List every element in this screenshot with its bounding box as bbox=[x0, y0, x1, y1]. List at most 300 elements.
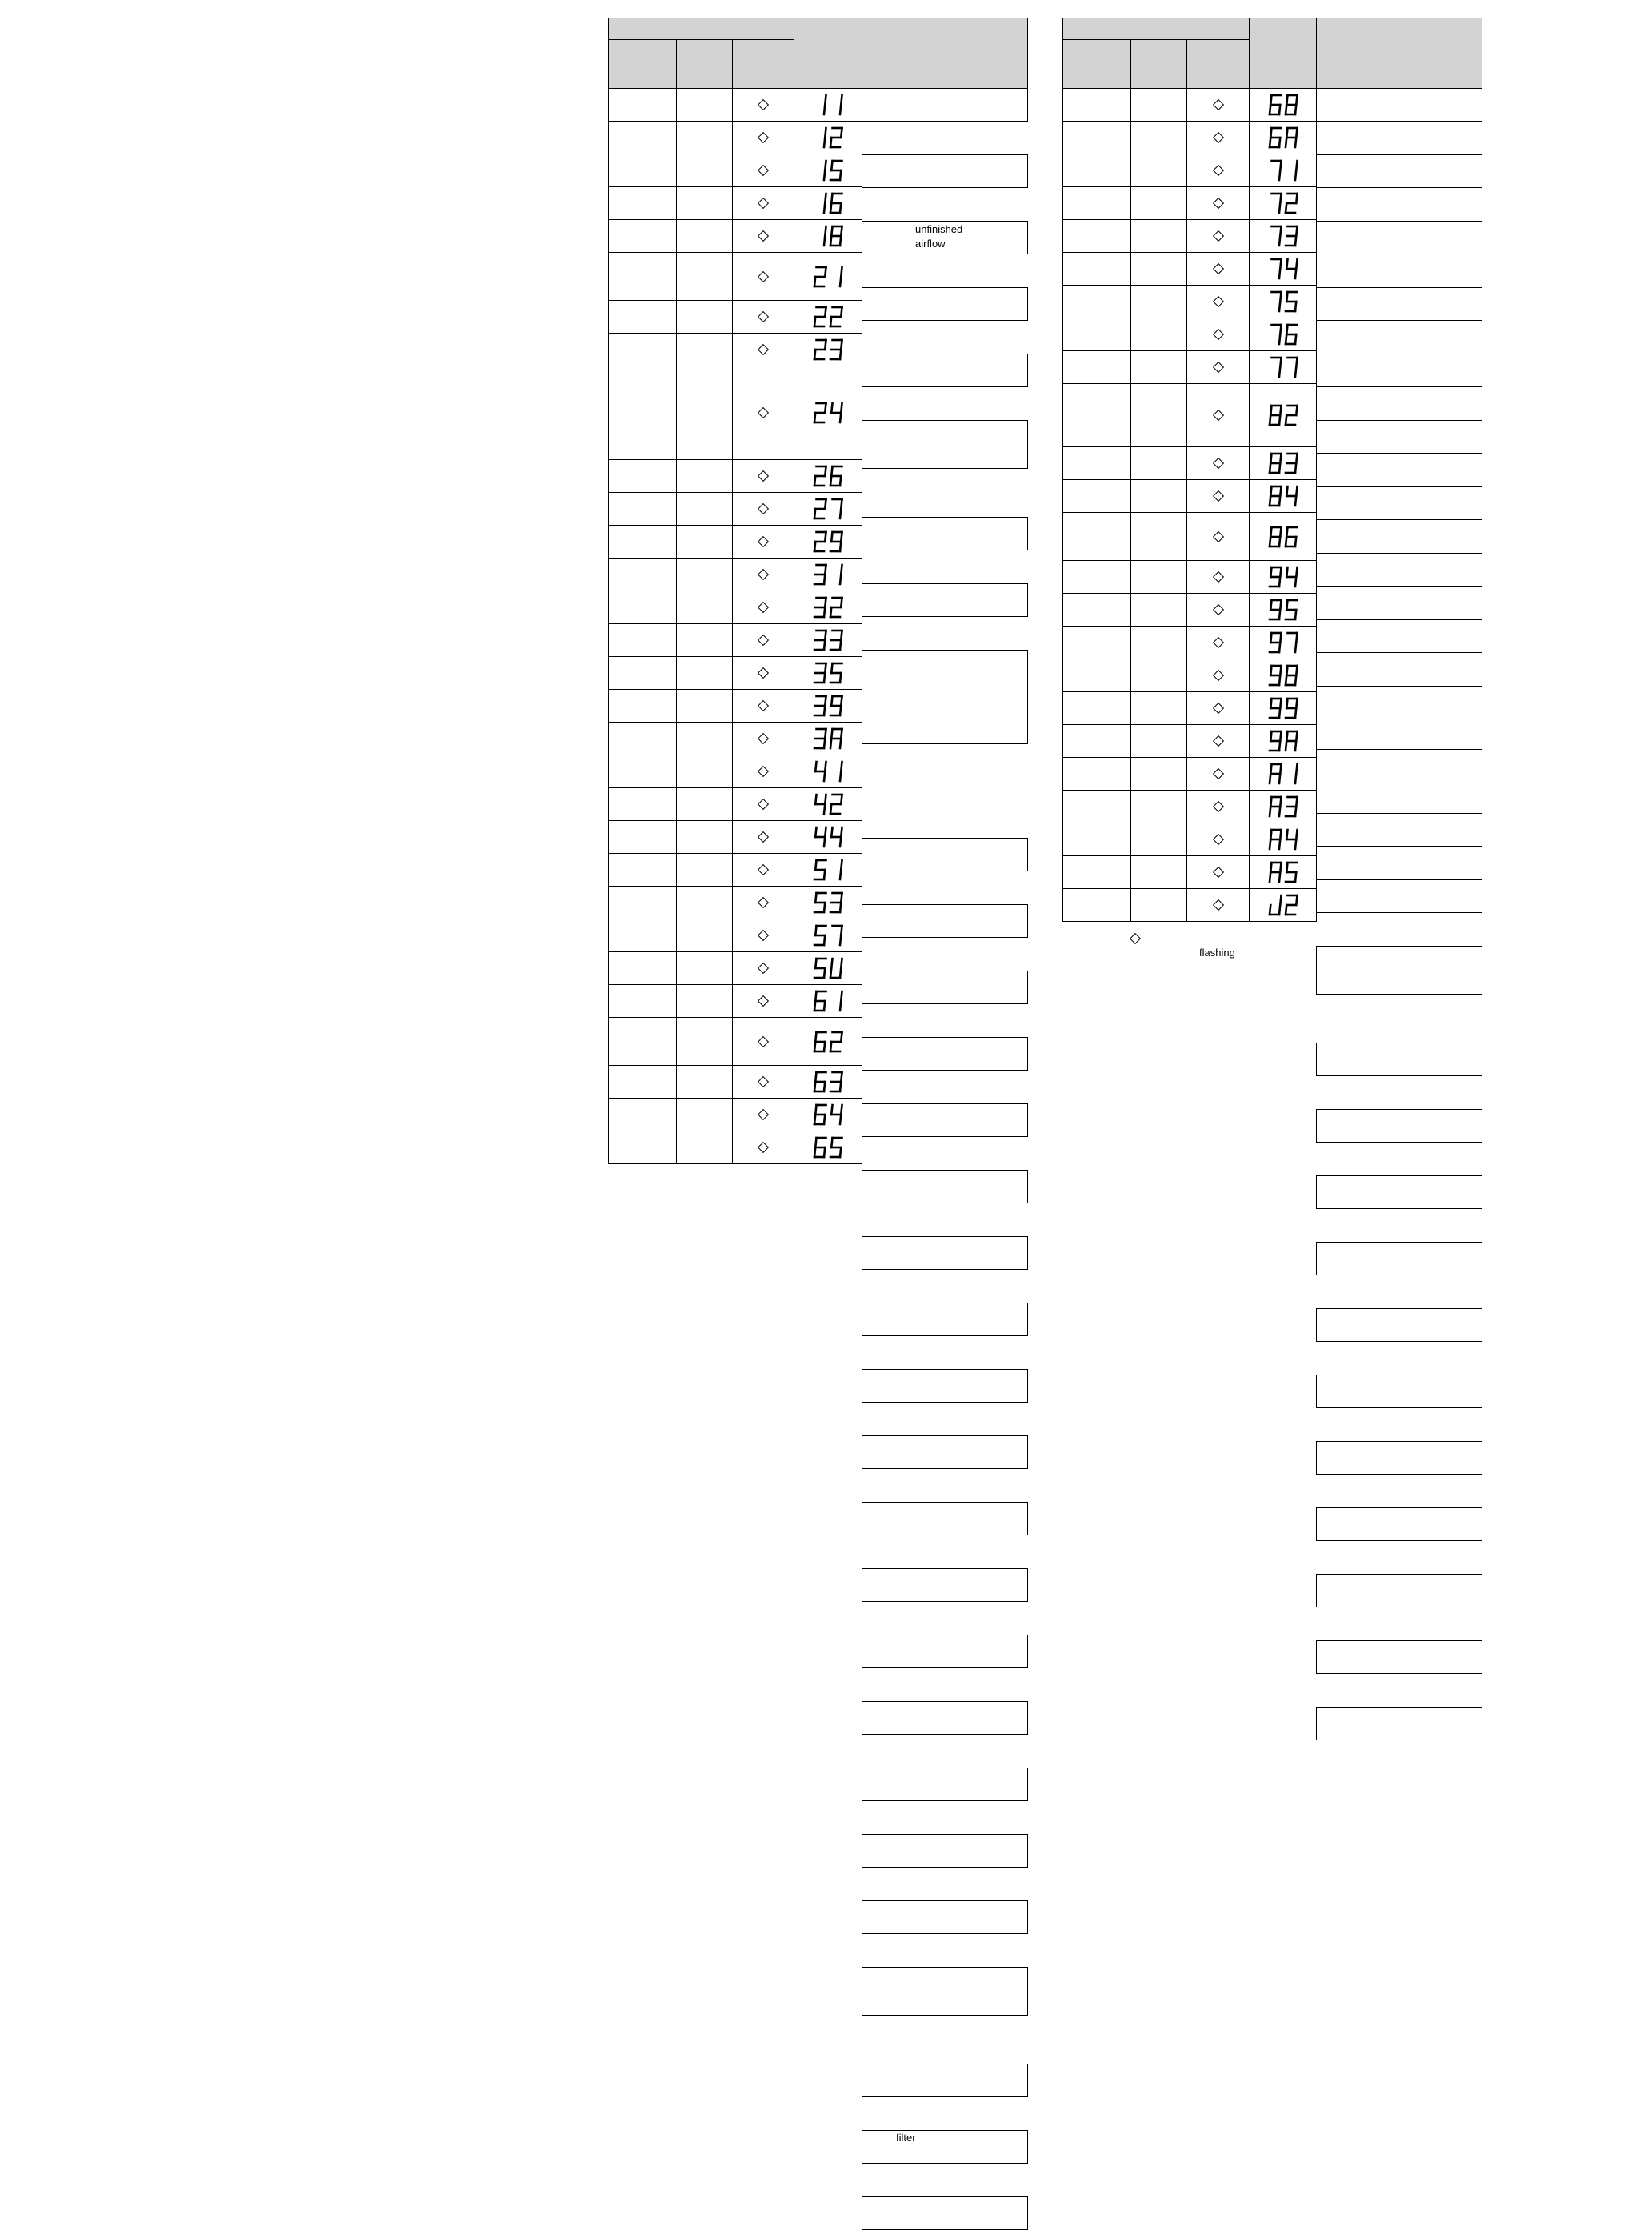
description-cell bbox=[862, 88, 1028, 122]
flash-indicator-cell bbox=[732, 492, 794, 526]
description-cell bbox=[1316, 154, 1482, 188]
diamond-icon bbox=[758, 503, 769, 514]
description-cell bbox=[862, 1170, 1028, 1203]
error-code-cell bbox=[1249, 888, 1317, 922]
seven-segment-code-icon bbox=[1267, 894, 1299, 916]
table-cell bbox=[676, 1131, 733, 1164]
flash-indicator-cell bbox=[732, 984, 794, 1018]
seven-segment-code-icon bbox=[812, 530, 844, 553]
seven-segment-code-icon bbox=[812, 596, 844, 619]
table-cell bbox=[676, 121, 733, 154]
seven-segment-code-icon bbox=[812, 727, 844, 750]
diamond-icon bbox=[758, 311, 769, 322]
diamond-icon bbox=[1212, 530, 1223, 542]
table-cell bbox=[676, 154, 733, 187]
error-code-cell bbox=[794, 300, 862, 334]
diamond-icon bbox=[1212, 296, 1223, 307]
table-cell bbox=[1062, 479, 1131, 513]
flash-indicator-cell bbox=[1186, 855, 1250, 889]
header-sub-cell bbox=[676, 39, 733, 89]
error-code-cell bbox=[794, 219, 862, 253]
description-cell bbox=[862, 1369, 1028, 1403]
diamond-icon bbox=[758, 733, 769, 744]
flash-indicator-cell bbox=[1186, 659, 1250, 692]
flash-indicator-cell bbox=[1186, 154, 1250, 187]
table-cell bbox=[1130, 350, 1187, 384]
table-cell bbox=[608, 333, 677, 366]
diamond-icon bbox=[758, 1035, 769, 1047]
header-sub-cell bbox=[1186, 39, 1250, 89]
error-code-cell bbox=[794, 656, 862, 690]
flash-indicator-cell bbox=[732, 623, 794, 657]
table-cell bbox=[1062, 88, 1131, 122]
table-cell bbox=[1062, 219, 1131, 253]
description-cell bbox=[1316, 1707, 1482, 1740]
error-code-cell bbox=[794, 623, 862, 657]
seven-segment-code-icon bbox=[1267, 664, 1299, 687]
table-cell bbox=[1130, 446, 1187, 480]
description-cell bbox=[1316, 1043, 1482, 1076]
table-cell bbox=[608, 1017, 677, 1066]
seven-segment-code-icon bbox=[812, 402, 844, 424]
error-code-cell bbox=[794, 722, 862, 755]
header-description-cell bbox=[1316, 18, 1482, 89]
flash-indicator-cell bbox=[732, 88, 794, 122]
header-description-cell bbox=[862, 18, 1028, 89]
seven-segment-code-icon bbox=[1267, 730, 1299, 752]
table-cell bbox=[676, 591, 733, 624]
error-code-cell bbox=[1249, 88, 1317, 122]
seven-segment-code-icon bbox=[812, 465, 844, 487]
table-cell bbox=[1130, 121, 1187, 154]
seven-segment-code-icon bbox=[812, 1103, 844, 1126]
flash-indicator-cell bbox=[732, 689, 794, 723]
diamond-icon bbox=[758, 995, 769, 1007]
table-cell bbox=[608, 219, 677, 253]
table-cell bbox=[608, 886, 677, 919]
seven-segment-code-icon bbox=[1267, 404, 1299, 426]
table-cell bbox=[1130, 252, 1187, 286]
description-cell bbox=[1316, 486, 1482, 520]
flash-indicator-cell bbox=[1186, 790, 1250, 823]
table-cell bbox=[1062, 823, 1131, 856]
diamond-icon bbox=[758, 831, 769, 843]
table-cell bbox=[608, 656, 677, 690]
table-cell bbox=[608, 689, 677, 723]
table-cell bbox=[1130, 823, 1187, 856]
table-cell bbox=[676, 459, 733, 493]
error-code-cell bbox=[1249, 121, 1317, 154]
flash-indicator-cell bbox=[732, 121, 794, 154]
description-cell bbox=[1316, 1242, 1482, 1275]
seven-segment-code-icon bbox=[812, 760, 844, 783]
table-cell bbox=[1062, 512, 1131, 561]
seven-segment-code-icon bbox=[1267, 566, 1299, 588]
table-cell bbox=[676, 951, 733, 985]
description-cell bbox=[862, 354, 1028, 387]
description-cell bbox=[862, 1768, 1028, 1801]
seven-segment-code-icon bbox=[812, 990, 844, 1012]
flash-indicator-cell bbox=[1186, 479, 1250, 513]
error-code-cell bbox=[794, 459, 862, 493]
diamond-icon bbox=[758, 667, 769, 679]
seven-segment-code-icon bbox=[1267, 526, 1299, 548]
table-cell bbox=[1062, 285, 1131, 318]
header-code-cell bbox=[1249, 18, 1317, 89]
error-code-cell bbox=[1249, 154, 1317, 187]
error-code-cell bbox=[794, 1017, 862, 1066]
seven-segment-code-icon bbox=[812, 662, 844, 684]
flash-indicator-cell bbox=[732, 755, 794, 788]
diamond-icon bbox=[758, 864, 769, 875]
table-cell bbox=[1062, 724, 1131, 758]
error-code-table-right bbox=[0, 0, 166, 852]
description-cell bbox=[862, 1967, 1028, 2016]
error-code-cell bbox=[794, 525, 862, 559]
flash-indicator-cell bbox=[732, 333, 794, 366]
flash-indicator-cell bbox=[1186, 626, 1250, 659]
flash-indicator-cell bbox=[732, 1065, 794, 1099]
diamond-icon bbox=[1212, 670, 1223, 681]
seven-segment-code-icon bbox=[1267, 192, 1299, 214]
error-code-cell bbox=[1249, 560, 1317, 594]
error-code-cell bbox=[794, 333, 862, 366]
diamond-icon bbox=[758, 569, 769, 580]
description-cell bbox=[862, 517, 1028, 550]
diamond-icon bbox=[758, 766, 769, 777]
flash-indicator-cell bbox=[1186, 88, 1250, 122]
table-cell bbox=[1062, 383, 1131, 447]
flash-indicator-cell bbox=[732, 186, 794, 220]
flash-indicator-cell bbox=[732, 219, 794, 253]
seven-segment-code-icon bbox=[1267, 861, 1299, 883]
table-cell bbox=[608, 252, 677, 301]
flash-indicator-cell bbox=[732, 459, 794, 493]
flash-indicator-cell bbox=[1186, 757, 1250, 791]
table-cell bbox=[1130, 285, 1187, 318]
description-cell bbox=[862, 2196, 1028, 2230]
seven-segment-code-icon bbox=[1267, 485, 1299, 507]
description-cell bbox=[1316, 946, 1482, 995]
diamond-icon bbox=[1212, 132, 1223, 143]
flash-indicator-cell bbox=[1186, 383, 1250, 447]
table-cell bbox=[1062, 593, 1131, 627]
table-cell bbox=[676, 300, 733, 334]
table-cell bbox=[1062, 691, 1131, 725]
flash-indicator-cell bbox=[1186, 512, 1250, 561]
flash-indicator-cell bbox=[1186, 560, 1250, 594]
description-cell bbox=[1316, 686, 1482, 750]
seven-segment-code-icon bbox=[1267, 697, 1299, 719]
table-cell bbox=[676, 722, 733, 755]
seven-segment-code-icon bbox=[812, 1136, 844, 1159]
description-cell bbox=[862, 1502, 1028, 1535]
seven-segment-code-icon bbox=[1267, 290, 1299, 313]
flash-indicator-cell bbox=[732, 919, 794, 952]
diamond-icon bbox=[758, 165, 769, 176]
description-cell bbox=[862, 1303, 1028, 1336]
flash-indicator-cell bbox=[732, 366, 794, 460]
seven-segment-code-icon bbox=[812, 859, 844, 881]
description-cell bbox=[1316, 88, 1482, 122]
description-cell bbox=[862, 904, 1028, 938]
table-cell bbox=[1062, 252, 1131, 286]
header-sub-cell bbox=[1062, 39, 1131, 89]
diamond-icon bbox=[1212, 703, 1223, 714]
description-cell bbox=[862, 1900, 1028, 1934]
table-cell bbox=[1130, 757, 1187, 791]
table-cell bbox=[608, 1098, 677, 1131]
table-cell bbox=[676, 853, 733, 887]
description-note: unfinished airflow bbox=[915, 223, 963, 250]
description-cell bbox=[862, 583, 1028, 617]
seven-segment-code-icon bbox=[812, 695, 844, 717]
table-cell bbox=[676, 1065, 733, 1099]
seven-segment-code-icon bbox=[1267, 159, 1299, 182]
error-code-cell bbox=[1249, 479, 1317, 513]
diamond-icon bbox=[1130, 933, 1141, 944]
seven-segment-code-icon bbox=[812, 94, 844, 116]
description-cell bbox=[862, 1037, 1028, 1071]
flash-indicator-cell bbox=[1186, 121, 1250, 154]
table-cell bbox=[608, 591, 677, 624]
table-cell bbox=[1130, 479, 1187, 513]
table-cell bbox=[608, 951, 677, 985]
seven-segment-code-icon bbox=[812, 629, 844, 651]
seven-segment-code-icon bbox=[812, 826, 844, 848]
table-cell bbox=[1062, 121, 1131, 154]
diamond-icon bbox=[1212, 198, 1223, 209]
seven-segment-code-icon bbox=[812, 891, 844, 914]
error-code-cell bbox=[794, 1131, 862, 1164]
table-cell bbox=[1062, 186, 1131, 220]
diamond-icon bbox=[758, 635, 769, 646]
flash-indicator-cell bbox=[732, 951, 794, 985]
seven-segment-code-icon bbox=[812, 338, 844, 361]
error-code-cell bbox=[794, 186, 862, 220]
flash-indicator-cell bbox=[732, 300, 794, 334]
table-cell bbox=[1062, 757, 1131, 791]
table-cell bbox=[1130, 219, 1187, 253]
seven-segment-code-icon bbox=[812, 924, 844, 947]
table-cell bbox=[676, 219, 733, 253]
flash-indicator-cell bbox=[732, 656, 794, 690]
table-cell bbox=[1130, 560, 1187, 594]
diamond-icon bbox=[1212, 230, 1223, 242]
seven-segment-code-icon bbox=[812, 126, 844, 149]
table-cell bbox=[676, 366, 733, 460]
description-cell bbox=[1316, 1308, 1482, 1342]
description-cell bbox=[1316, 420, 1482, 454]
diamond-icon bbox=[1212, 768, 1223, 779]
error-code-cell bbox=[794, 755, 862, 788]
description-cell bbox=[862, 1834, 1028, 1868]
table-cell bbox=[608, 722, 677, 755]
table-cell bbox=[1062, 560, 1131, 594]
error-code-cell bbox=[794, 366, 862, 460]
error-code-cell bbox=[1249, 626, 1317, 659]
table-cell bbox=[1130, 318, 1187, 351]
table-cell bbox=[608, 623, 677, 657]
table-cell bbox=[608, 186, 677, 220]
flash-indicator-cell bbox=[732, 1131, 794, 1164]
table-cell bbox=[676, 689, 733, 723]
description-cell bbox=[1316, 221, 1482, 254]
description-cell bbox=[1316, 1375, 1482, 1408]
description-cell bbox=[1316, 879, 1482, 913]
table-cell bbox=[1062, 446, 1131, 480]
description-cell bbox=[862, 650, 1028, 744]
seven-segment-code-icon bbox=[1267, 356, 1299, 378]
diamond-icon bbox=[1212, 801, 1223, 812]
diamond-icon bbox=[1212, 899, 1223, 911]
error-code-cell bbox=[794, 1065, 862, 1099]
flash-indicator-cell bbox=[732, 154, 794, 187]
flash-indicator-cell bbox=[1186, 318, 1250, 351]
description-cell bbox=[1316, 1640, 1482, 1674]
header-group-cell bbox=[608, 18, 794, 40]
table-cell bbox=[608, 1131, 677, 1164]
diamond-icon bbox=[1212, 329, 1223, 340]
flash-indicator-cell bbox=[732, 853, 794, 887]
error-code-cell bbox=[794, 558, 862, 591]
seven-segment-code-icon bbox=[812, 192, 844, 214]
seven-segment-code-icon bbox=[1267, 323, 1299, 346]
flash-indicator-cell bbox=[1186, 691, 1250, 725]
seven-segment-code-icon bbox=[812, 563, 844, 586]
flash-indicator-cell bbox=[732, 591, 794, 624]
seven-segment-code-icon bbox=[812, 1031, 844, 1053]
seven-segment-code-icon bbox=[812, 306, 844, 328]
diamond-icon bbox=[758, 799, 769, 810]
table-cell bbox=[676, 886, 733, 919]
table-cell bbox=[1130, 790, 1187, 823]
description-cell bbox=[862, 838, 1028, 871]
table-cell bbox=[1130, 659, 1187, 692]
flash-indicator-cell bbox=[732, 820, 794, 854]
flash-indicator-cell bbox=[732, 252, 794, 301]
flash-indicator-cell bbox=[732, 1098, 794, 1131]
error-code-cell bbox=[1249, 757, 1317, 791]
error-code-cell bbox=[794, 154, 862, 187]
table-cell bbox=[676, 787, 733, 821]
error-code-cell bbox=[1249, 285, 1317, 318]
table-cell bbox=[608, 88, 677, 122]
header-sub-cell bbox=[608, 39, 677, 89]
diamond-icon bbox=[758, 963, 769, 974]
seven-segment-code-icon bbox=[1267, 126, 1299, 149]
table-cell bbox=[608, 820, 677, 854]
flash-indicator-cell bbox=[1186, 285, 1250, 318]
error-code-cell bbox=[794, 252, 862, 301]
diamond-icon bbox=[1212, 458, 1223, 469]
error-code-cell bbox=[1249, 790, 1317, 823]
seven-segment-code-icon bbox=[1267, 258, 1299, 280]
description-cell bbox=[862, 1103, 1028, 1137]
error-code-cell bbox=[1249, 219, 1317, 253]
table-cell bbox=[608, 154, 677, 187]
description-cell bbox=[1316, 813, 1482, 847]
description-cell bbox=[862, 221, 1028, 254]
seven-segment-code-icon bbox=[812, 1071, 844, 1093]
description-cell bbox=[862, 1236, 1028, 1270]
description-cell bbox=[1316, 553, 1482, 587]
table-cell bbox=[608, 787, 677, 821]
diamond-icon bbox=[758, 99, 769, 110]
table-cell bbox=[1130, 626, 1187, 659]
diamond-icon bbox=[758, 270, 769, 282]
table-cell bbox=[1062, 888, 1131, 922]
description-cell bbox=[1316, 1441, 1482, 1475]
table-cell bbox=[676, 820, 733, 854]
description-cell bbox=[1316, 1574, 1482, 1607]
table-cell bbox=[1062, 855, 1131, 889]
table-cell bbox=[1130, 855, 1187, 889]
header-code-cell bbox=[794, 18, 862, 89]
error-code-cell bbox=[794, 591, 862, 624]
diamond-icon bbox=[1212, 735, 1223, 747]
table-cell bbox=[1062, 350, 1131, 384]
seven-segment-code-icon bbox=[1267, 795, 1299, 818]
seven-segment-code-icon bbox=[1267, 631, 1299, 654]
diamond-icon bbox=[758, 407, 769, 418]
flash-indicator-cell bbox=[732, 886, 794, 919]
table-cell bbox=[676, 88, 733, 122]
error-code-cell bbox=[1249, 659, 1317, 692]
error-code-cell bbox=[794, 919, 862, 952]
table-cell bbox=[1130, 383, 1187, 447]
error-code-cell bbox=[1249, 446, 1317, 480]
diamond-icon bbox=[1212, 637, 1223, 648]
flash-indicator-cell bbox=[732, 1017, 794, 1066]
seven-segment-code-icon bbox=[1267, 828, 1299, 851]
description-cell bbox=[862, 2130, 1028, 2164]
error-code-cell bbox=[1249, 823, 1317, 856]
description-cell bbox=[862, 1701, 1028, 1735]
seven-segment-code-icon bbox=[812, 266, 844, 288]
table-cell bbox=[608, 300, 677, 334]
table-cell bbox=[1062, 659, 1131, 692]
diamond-icon bbox=[758, 700, 769, 711]
table-cell bbox=[608, 853, 677, 887]
error-code-cell bbox=[1249, 855, 1317, 889]
flash-indicator-cell bbox=[1186, 252, 1250, 286]
flash-indicator-cell bbox=[732, 787, 794, 821]
table-cell bbox=[676, 755, 733, 788]
diamond-icon bbox=[758, 536, 769, 547]
description-cell bbox=[1316, 354, 1482, 387]
description-note: filter bbox=[896, 2132, 916, 2144]
description-cell bbox=[1316, 1507, 1482, 1541]
table-cell bbox=[676, 984, 733, 1018]
table-cell bbox=[676, 656, 733, 690]
table-cell bbox=[676, 558, 733, 591]
header-sub-cell bbox=[732, 39, 794, 89]
diamond-icon bbox=[1212, 490, 1223, 502]
seven-segment-code-icon bbox=[812, 159, 844, 182]
description-cell bbox=[1316, 619, 1482, 653]
diamond-icon bbox=[758, 1109, 769, 1120]
table-cell bbox=[1130, 88, 1187, 122]
description-cell bbox=[862, 971, 1028, 1004]
diamond-icon bbox=[758, 132, 769, 143]
table-cell bbox=[1130, 724, 1187, 758]
table-cell bbox=[676, 919, 733, 952]
description-cell bbox=[862, 154, 1028, 188]
error-code-cell bbox=[1249, 350, 1317, 384]
table-cell bbox=[608, 919, 677, 952]
diamond-icon bbox=[1212, 604, 1223, 615]
